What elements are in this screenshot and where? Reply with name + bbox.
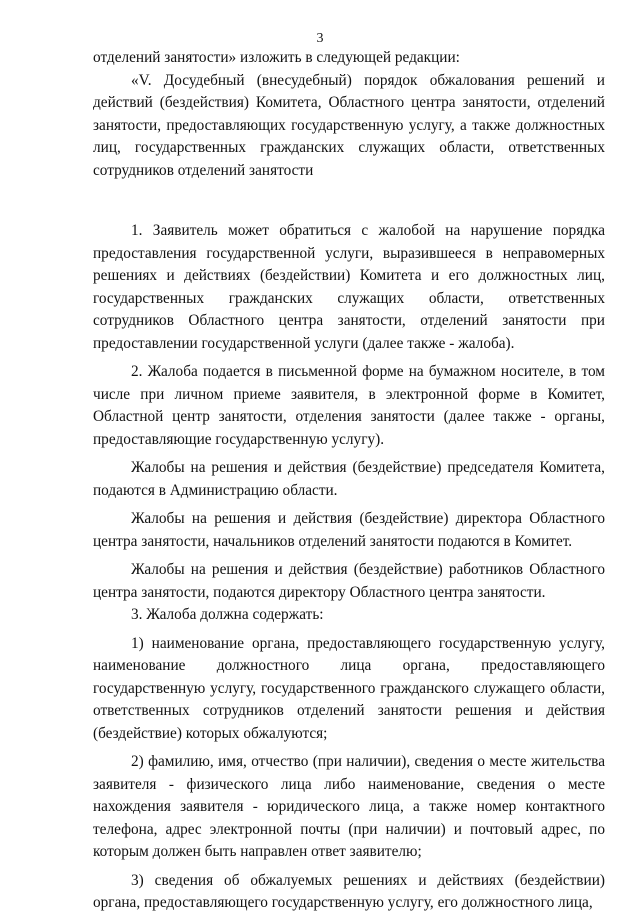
- paragraph-intro: отделений занятости» изложить в следующей редакции:: [93, 49, 460, 66]
- page-number: 3: [316, 31, 324, 46]
- paragraph-item-3: 3. Жалоба должна содержать:: [131, 606, 324, 623]
- paragraph-subitem-3: 3) сведения об обжалуемых решениях и действиях (бездействии) органа, предоставляющего государственную услугу, его должностного лица,: [93, 871, 605, 911]
- paragraph-item-2: 2. Жалоба подается в письменной форме на бумажном носителе, в том числе при личном приеме заявителя, в электронной форме в Комитет, Областной центр занятости, отделения занятости (далее также - органы, предоставляющие государственную услугу).: [93, 363, 605, 448]
- paragraph-complaints-chairman: Жалобы на решения и действия (бездействие) председателя Комитета, подаются в Администрацию области.: [93, 459, 605, 499]
- paragraph-complaints-workers: Жалобы на решения и действия (бездействие) работников Областного центра занятости, подаются директору Областного центра занятости.: [93, 561, 605, 601]
- paragraph-complaints-director: Жалобы на решения и действия (бездействие) директора Областного центра занятости, начальников отделений занятости подаются в Комитет.: [93, 510, 605, 550]
- paragraph-subitem-1: 1) наименование органа, предоставляющего государственную услугу, наименование должностного лица органа, предоставляющего государственную услугу, государственного гражданского служащего области, ответственных сотрудников отделений занятости решения и действия (бездействие) которых обжалуются;: [93, 634, 605, 742]
- paragraph-item-1: 1. Заявитель может обратиться с жалобой на нарушение порядка предоставления государственной услуги, выразившееся в неправомерных решениях и действиях (бездействии) Комитета и его должностных лиц, государственных гражданских служащих области, ответственных сотрудников Областного центра занятости, отделений занятости при предоставлении государственной услуги (далее также - жалоба).: [93, 222, 605, 352]
- section-heading: «V. Досудебный (внесудебный) порядок обжалования решений и действий (бездействия) Комитета, Областного центра занятости, отделений занятости, предоставляющих государственную услугу, а также должностных лиц, государственных гражданских служащих области, ответственных сотрудников отделений занятости: [93, 71, 605, 179]
- paragraph-subitem-2: 2) фамилию, имя, отчество (при наличии), сведения о месте жительства заявителя - физического лица либо наименование, сведения о месте нахождения заявителя - юридического лица, а также номер контактного телефона, адрес электронной почты (при наличии) и почтовый адрес, по которым должен быть направлен ответ заявителю;: [93, 753, 605, 860]
- document-body: [93, 47, 605, 915]
